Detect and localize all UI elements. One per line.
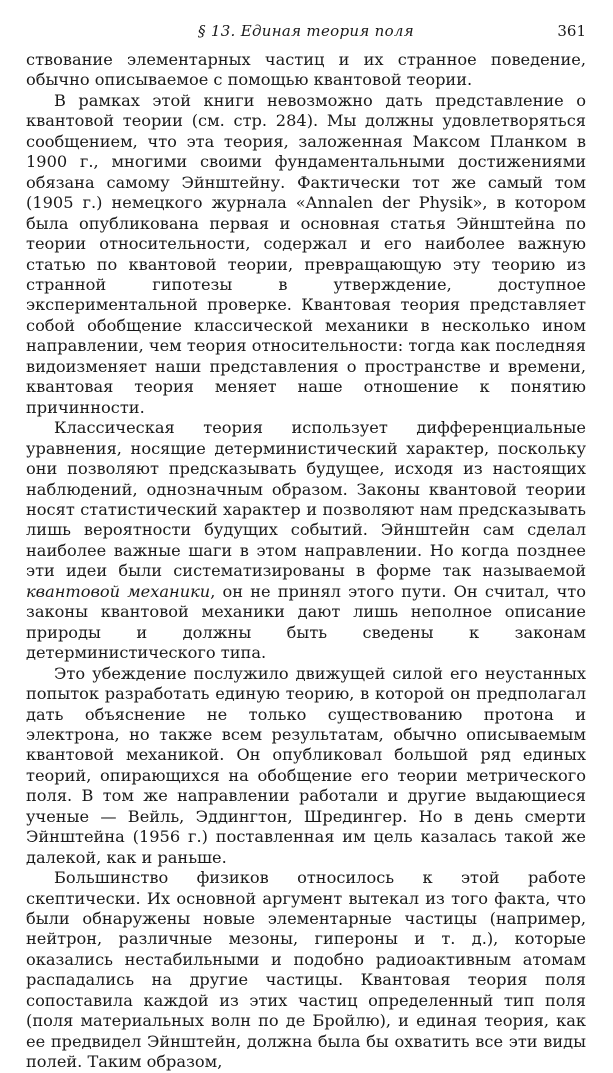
running-header xyxy=(26,22,586,50)
book-page xyxy=(26,22,586,1073)
italic-term-quantum-mechanics: квантовой механики xyxy=(26,581,211,601)
paragraph-3-part-2: , он не принял этого пути. Он считал, что законы квантовой механики дают лишь неполное описание природы и должны быть сведены к законам детерминистического типа. xyxy=(26,581,586,663)
paragraph-5: Большинство физиков относилось к этой работе скептически. Их основной аргумент вытекал из того факта, что были обнаружены новые элементарные частицы (например, нейтрон, различные мезоны, гипероны и т. д.), которые оказались нестабильными и подобно радиоактивным атомам распадались на другие частицы. Квантовая теория поля сопоставила каждой из этих частиц определенный тип поля (поля материальных волн по де Бройлю), и единая теория, как ее предвидел Эйнштейн, должна была бы охватить все эти виды полей. Таким образом, xyxy=(26,868,586,1072)
paragraph-1: ствование элементарных частиц и их странное поведение, обычно описываемое с помощью квантовой теории. xyxy=(26,50,586,90)
paragraph-3-part-1: Классическая теория использует дифференциальные уравнения, носящие детерминистический характер, поскольку они позволяют предсказывать будущее, исходя из настоящих наблюдений, однозначным образом. Законы квантовой теории носят статистический характер и позволяют нам предсказывать лишь вероятности будущих событий. Эйнштейн сам сделал наиболее важные шаги в этом направлении. Но когда позднее эти идеи были систематизированы в форме так называемой xyxy=(26,418,586,581)
paragraph-4: Это убеждение послужило движущей силой его неустанных попыток разработать единую теорию, в которой он предполагал дать объяснение не только существованию протона и электрона, но также всем результатам, обычно описываемым квантовой механикой. Он опубликовал большой ряд единых теорий, опирающихся на обобщение его теории метрического поля. В том же направлении работали и другие выдающиеся ученые — Вейль, Эддингтон, Шредингер. Но в день смерти Эйнштейна (1956 г.) поставленная им цель казалась такой же далекой, как и раньше. xyxy=(26,663,586,867)
paragraph-3 xyxy=(26,418,586,663)
page-number: 361 xyxy=(557,22,586,40)
body-text xyxy=(26,50,586,1073)
paragraph-2: В рамках этой книги невозможно дать представление о квантовой теории (см. стр. 284). Мы должны удовлетворяться сообщением, что эта теория, заложенная Максом Планком в 1900 г., многими своими фундаментальными достижениями обязана самому Эйнштейну. Фактически тот же самый том (1905 г.) немецкого журнала «Annalen der Physik», в котором была опубликована первая и основная статья Эйнштейна по теории относительности, содержал и его наиболее важную статью по квантовой теории, превращающую эту теорию из странной гипотезы в утверждение, доступное экспериментальной проверке. Квантовая теория представляет собой обобщение классической механики в несколько ином направлении, чем теория относительности: тогда как последняя видоизменяет наши представления о пространстве и времени, квантовая теория меняет наше отношение к понятию причинности. xyxy=(26,90,586,417)
section-title: § 13. Единая теория поля xyxy=(198,22,414,40)
